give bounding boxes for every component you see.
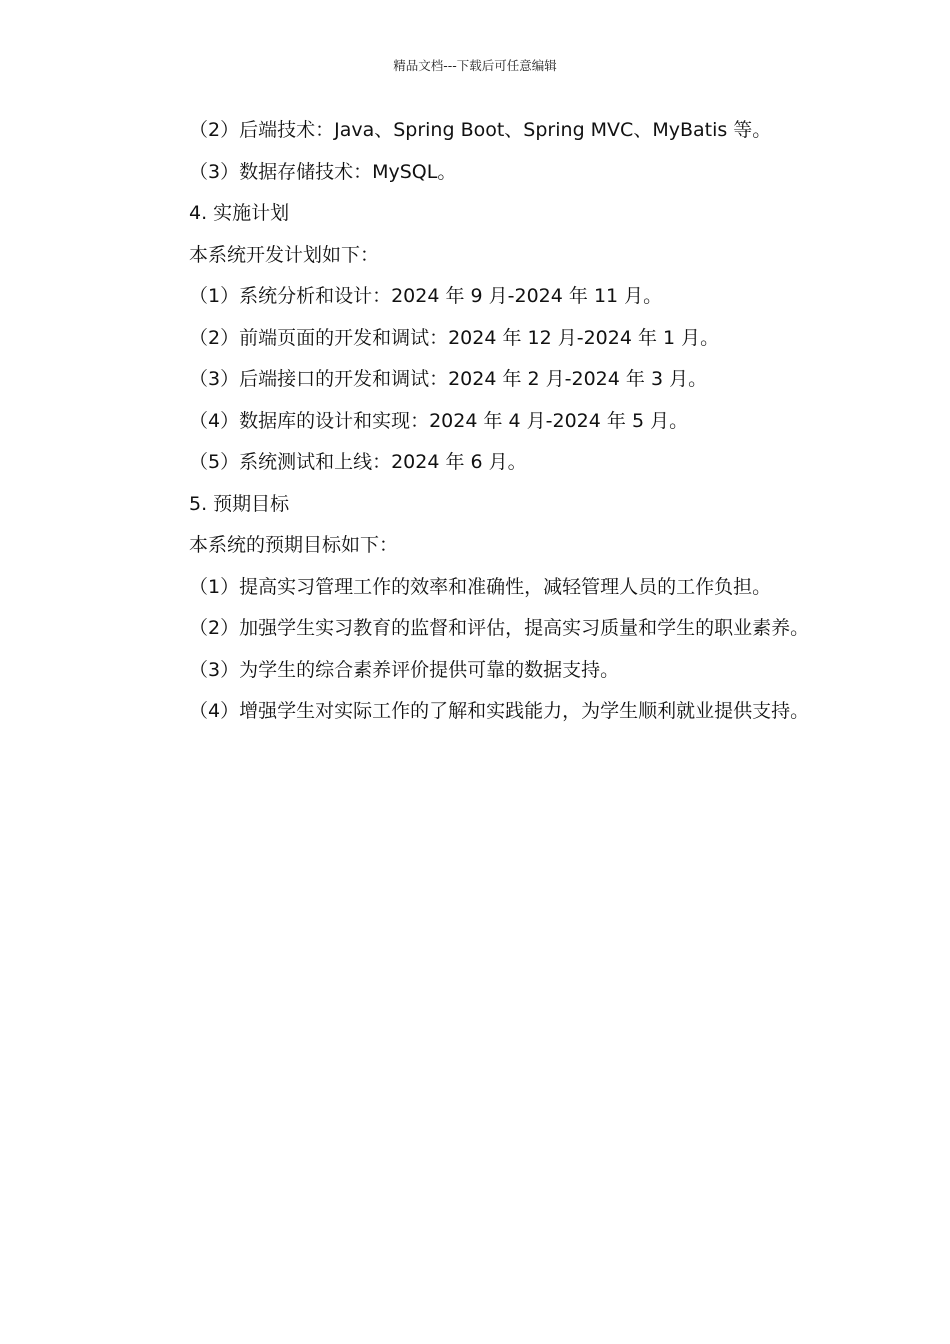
plan-item-4: （4）数据库的设计和实现：2024 年 4 月-2024 年 5 月。 [189, 409, 689, 432]
goal-item-4: （4）增强学生对实际工作的了解和实践能力，为学生顺利就业提供支持。 [189, 700, 810, 722]
paragraph-storage-tech: （3）数据存储技术：MySQL。 [189, 160, 457, 183]
plan-item-1: （1）系统分析和设计：2024 年 9 月-2024 年 11 月。 [189, 285, 663, 307]
section-heading-goals: 5. 预期目标 [189, 492, 290, 515]
document-body [143, 116, 818, 739]
plan-item-3: （3）后端接口的开发和调试：2024 年 2 月-2024 年 3 月。 [189, 368, 708, 390]
paragraph-goals-intro: 本系统的预期目标如下： [189, 534, 399, 556]
section-heading-plan: 4. 实施计划 [189, 202, 290, 224]
goal-item-2: （2）加强学生实习教育的监督和评估，提高实习质量和学生的职业素养。 [189, 617, 810, 639]
plan-item-2: （2）前端页面的开发和调试：2024 年 12 月-2024 年 1 月。 [189, 326, 720, 349]
goal-item-1: （1）提高实习管理工作的效率和准确性，减轻管理人员的工作负担。 [189, 575, 772, 598]
page-header: 精品文档---下载后可任意编辑 [393, 58, 557, 73]
paragraph-backend-tech: （2）后端技术：Java、Spring Boot、Spring MVC、MyBatis 等。 [189, 119, 772, 141]
plan-item-5: （5）系统测试和上线：2024 年 6 月。 [189, 451, 527, 473]
paragraph-plan-intro: 本系统开发计划如下： [189, 243, 380, 266]
goal-item-3: （3）为学生的综合素养评价提供可靠的数据支持。 [189, 658, 620, 681]
